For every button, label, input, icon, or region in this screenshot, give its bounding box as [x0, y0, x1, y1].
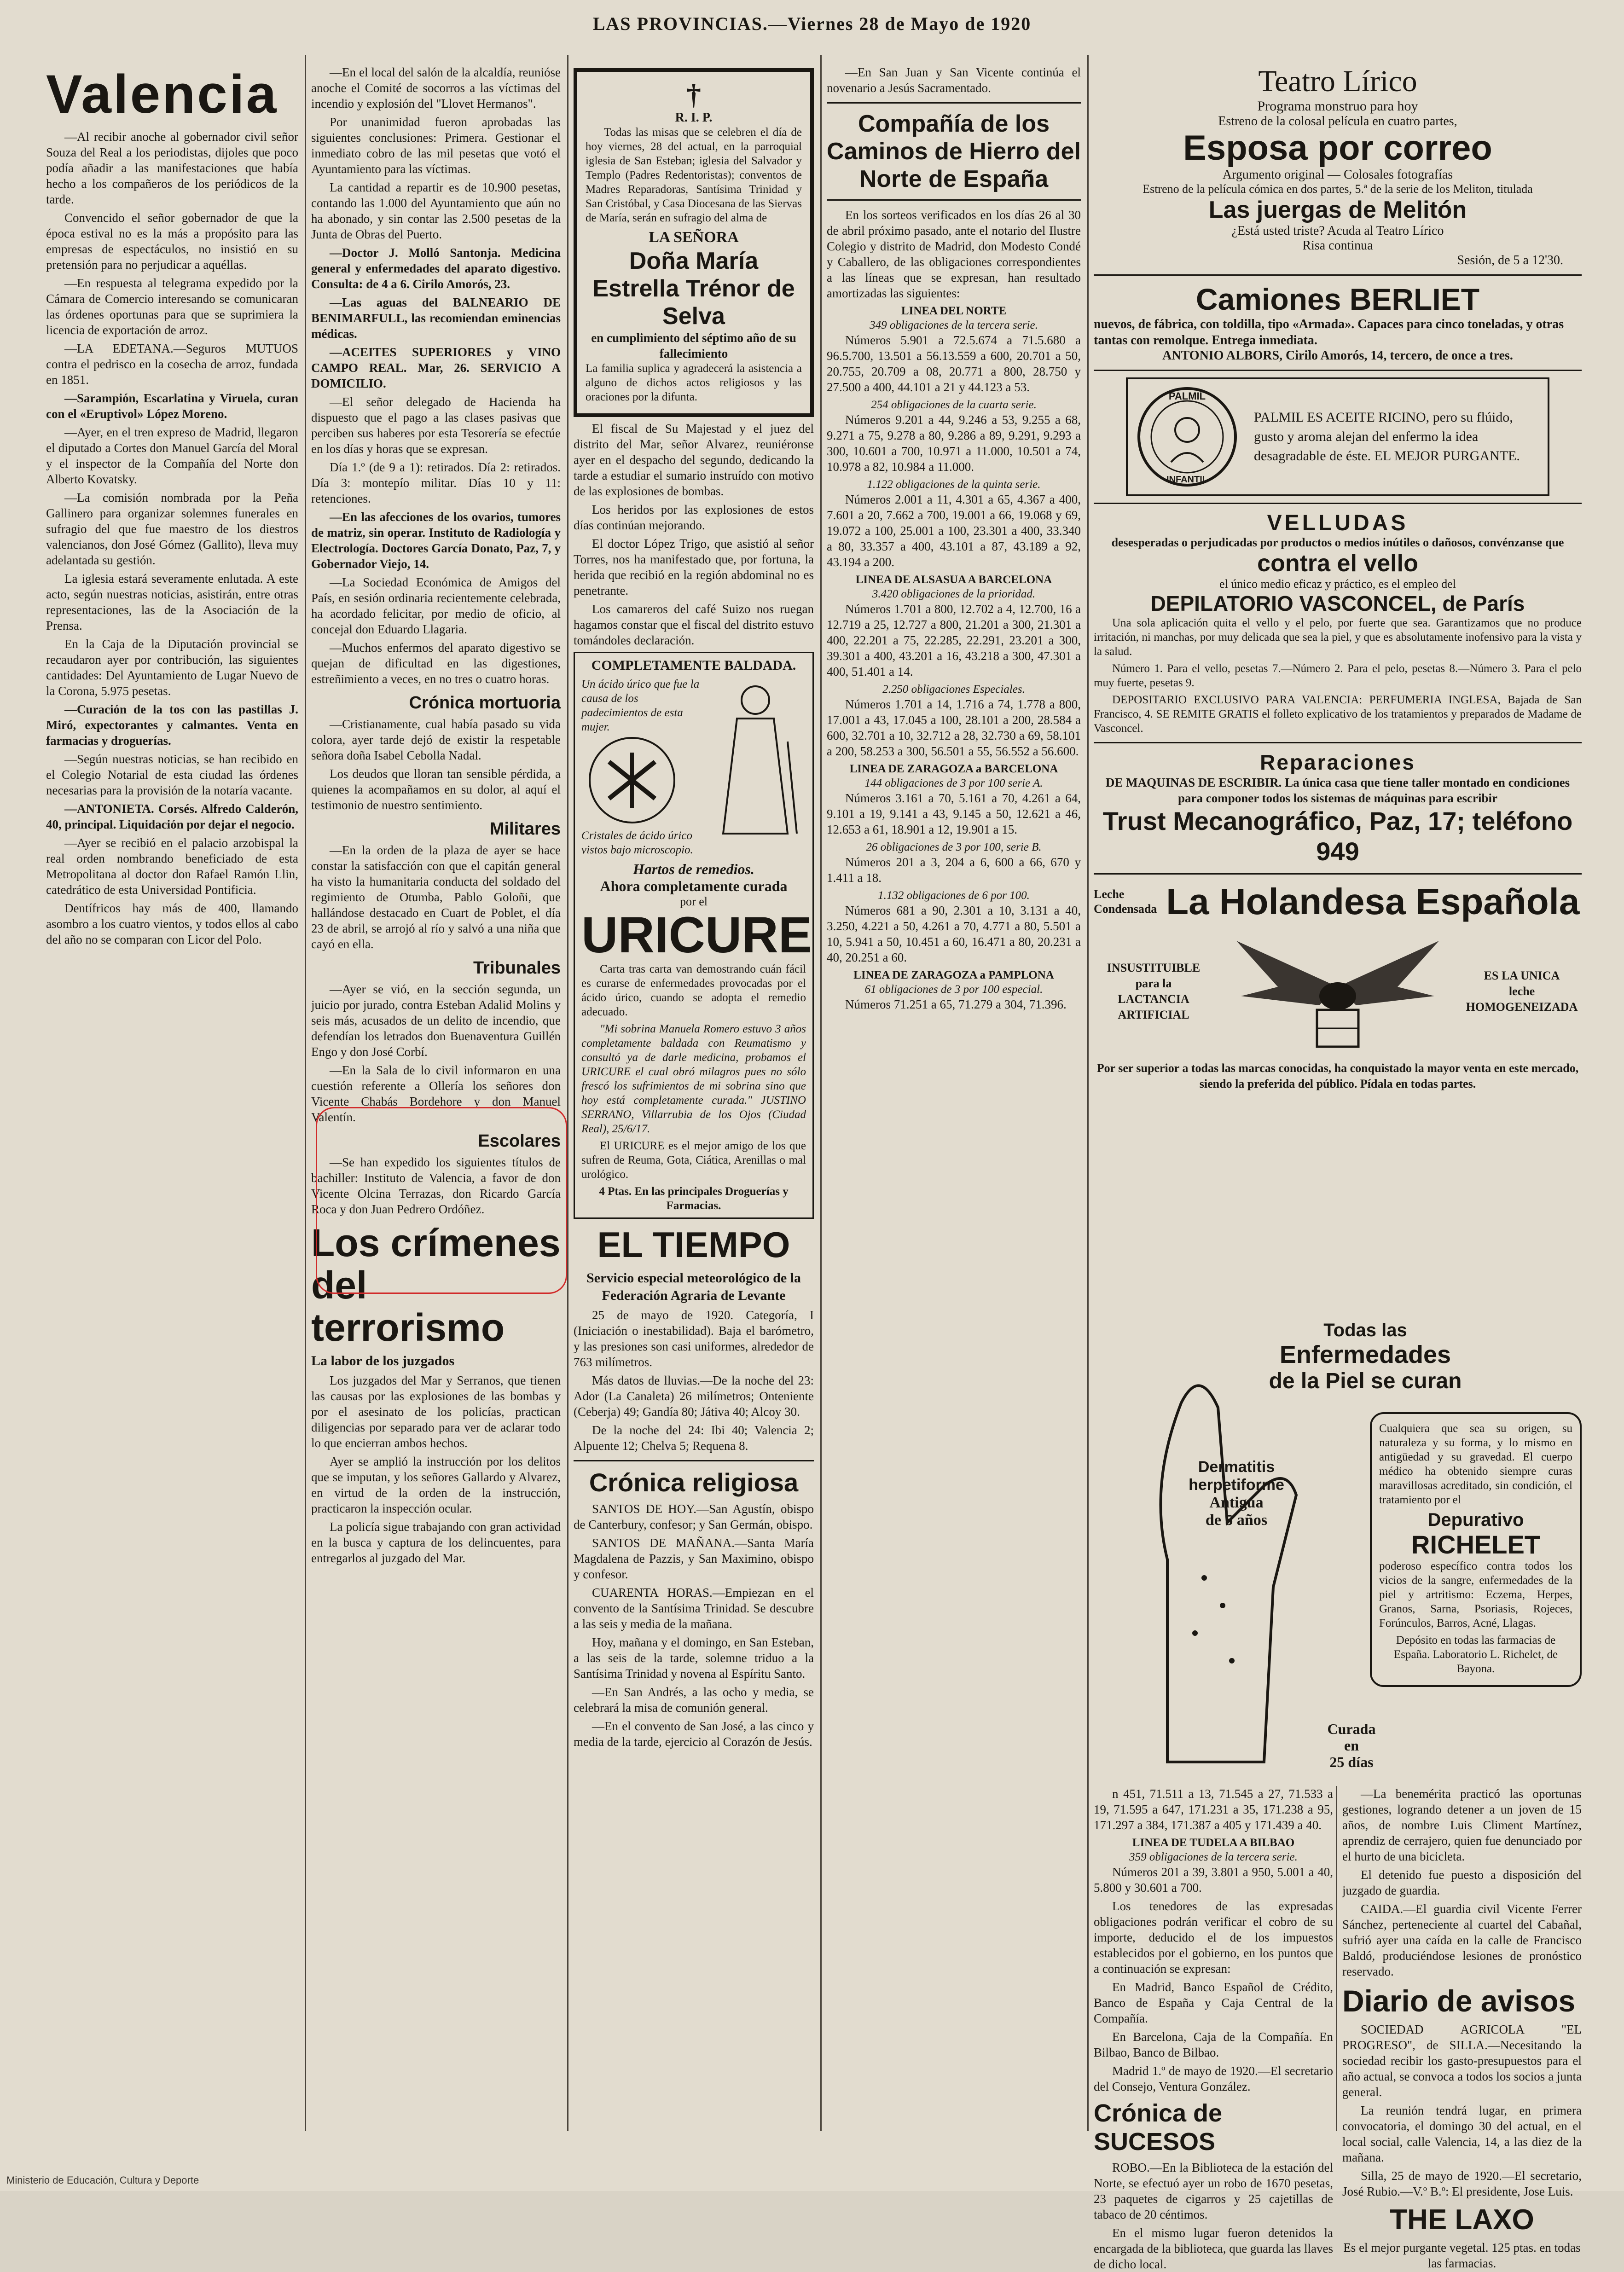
- velludas-title: VELLUDAS: [1267, 511, 1409, 535]
- article-paragraph: La iglesia estará severamente enlutada. A este acto, según nuestras noticias, asistirán, entre otras representaciones, las de la Asociación de la Prensa.: [46, 572, 298, 632]
- richelet-text: Cualquiera que sea su origen, su naturaleza y su forma, y lo mismo en antigüedad y su gravedad. El cuerpo médico ha obtenido siempre curas maravillosas acreditado, sin condición, el tratamiento por el: [1379, 1422, 1572, 1506]
- obituary-title: LA SEÑORA: [649, 229, 739, 246]
- obituary-text: Todas las misas que se celebren el día de hoy viernes, 28 del actual, en la parroquial iglesia de San Esteban; iglesia del Salvador y Templo (Padres Redentoristas); conventos de Madres Reparadoras, Santísima Trinidad y San Cristóbal, y Casa Diocesana de las Siervas de María, serán en sufragio del alma de: [586, 126, 802, 224]
- masthead-line: LAS PROVINCIAS.—Viernes 28 de Mayo de 1920: [592, 13, 1032, 34]
- richelet-top: Enfermedades: [1279, 1341, 1451, 1368]
- article-paragraph: En Barcelona, Caja de la Compañía. En Bilbao, Banco de Bilbao.: [1094, 2030, 1333, 2059]
- theatre-line: ¿Está usted triste? Acuda al Teatro Lírico: [1231, 224, 1444, 238]
- headline-the-laxo: THE LAXO: [1390, 2204, 1534, 2236]
- berliet-text: nuevos, de fábrica, con toldilla, tipo «Armada». Capaces para cinco toneladas, y otras tantas con remolque. Entrega inmediata.: [1094, 317, 1564, 348]
- palmil-badge-icon: [1134, 384, 1240, 490]
- bond-numbers: Números 2.001 a 11, 4.301 a 65, 4.367 a 400, 7.601 a 20, 7.662 a 700, 19.001 a 66, 19.068 y 69, 19.072 a 100, 25.001 a 100, 23.301 a 400, 33.340 a 80, 33.357 a 400, 43.101 a 87, 43.189 a 92, 43.194 a 200.: [827, 493, 1081, 569]
- notice-heading: —Curación de la tos con las pastillas J. Miró, expectorantes y calmantes. Venta en farmacias y droguerías.: [46, 702, 298, 748]
- article-paragraph: El fiscal de Su Majestad y el juez del distrito del Mar, señor Alvarez, reuniéronse ayer en el despacho del segundo, dedicando la tarde a estudiar el sumario instruído con motivo de las explosiones de bombas.: [574, 422, 814, 498]
- article-paragraph: Es el mejor purgante vegetal. 125 ptas. en todas las farmacias.: [1343, 2241, 1581, 2270]
- palmil-text: PALMIL ES ACEITE RICINO, pero su flúido, gusto y aroma alejan del enfermo la idea desagradable de éste. EL MEJOR PURGANTE.: [1254, 410, 1520, 464]
- ad-text: Carta tras carta van demostrando cuán fácil es curarse de enfermedades provocadas por el ácido úrico, cuando se adopta el remedio adecuado.: [581, 963, 806, 1018]
- obituary-name: Doña María Estrella Trénor de Selva: [592, 248, 795, 330]
- divider: [1094, 742, 1582, 743]
- subheading-meteorologico: Servicio especial meteorológico de la Federación Agraria de Levante: [586, 1270, 801, 1303]
- notice-heading: —ACEITES SUPERIORES y VINO CAMPO REAL. Mar, 26. SERVICIO A DOMICILIO.: [311, 345, 561, 390]
- divider: [1094, 370, 1582, 371]
- section-heading-militares: Militares: [489, 819, 561, 839]
- badge-label: PALMIL: [1168, 390, 1206, 402]
- article-paragraph: —En la orden de la plaza de ayer se hace constar la satisfacción con que el capitán general ha visto la humanitaria conducta del soldado del regimiento de Otumba, Pablo Goloñi, que hallándose destacado en Cuart de Poblet, el día 23 de abril, se arrojó al río y salvó a una niña que cayó en ella.: [311, 843, 561, 951]
- railway-series-heading: 1.122 obligaciones de la quinta serie.: [867, 478, 1041, 491]
- article-paragraph: La policía sigue trabajando con gran actividad en la busca y captura de los delincuentes, para entregarlos al juzgado del Mar.: [311, 1520, 561, 1565]
- holandesa-ad: [1094, 881, 1582, 1092]
- article-paragraph: —El señor delegado de Hacienda ha dispuesto que el pago a las clases pasivas que perciben sus haberes por esta Tesorería se efectúe en los días y horas que se expresan.: [311, 395, 561, 456]
- ad-illustration-row: [581, 677, 806, 857]
- section-heading-escolares: Escolares: [478, 1131, 561, 1151]
- article-paragraph: Hoy, mañana y el domingo, en San Esteban, a las seis de la tarde, solemne triduo a la Santísima Trinidad y novena al Espíritu Santo.: [574, 1635, 814, 1681]
- ad-caption: Un ácido úrico que fue la causa de los padecimientos de esta mujer.: [581, 678, 700, 733]
- obituary-rip: R. I. P.: [675, 110, 713, 125]
- hand-illustration-icon: [1112, 1348, 1315, 1771]
- divider: [1094, 274, 1582, 276]
- article-paragraph: En Madrid, Banco Español de Crédito, Banco de España y Caja Central de la Compañía.: [1094, 1980, 1333, 2025]
- article-paragraph: —En San Andrés, a las ocho y media, se celebrará la misa de comunión general.: [574, 1685, 814, 1715]
- divider: [574, 1460, 814, 1461]
- railway-line-heading: LINEA DE ALSASUA A BARCELONA: [855, 574, 1052, 586]
- railway-series-heading: 349 obligaciones de la tercera serie.: [870, 319, 1038, 331]
- section-title-valencia: Valencia: [46, 64, 278, 125]
- bond-numbers: Números 201 a 3, 204 a 6, 600 a 66, 670 y 1.411 a 18.: [827, 855, 1081, 885]
- railway-series-heading: 3.420 obligaciones de la prioridad.: [872, 588, 1036, 600]
- velludas-line: el único medio eficaz y práctico, es el empleo del: [1219, 577, 1456, 591]
- bond-numbers: Números 5.901 a 72.5.674 a 71.5.680 a 96.5.700, 13.501 a 56.13.559 a 600, 20.701 a 50, 20.755, 20.709 a 08, 20.771 a 800, 28.750 y 27.500 a 400, 44.101 a 21 y 44.123 a 53.: [827, 333, 1081, 394]
- article-paragraph: En el mismo lugar fueron detenidos la encargada de la biblioteca, que guarda las llaves de dicho local.: [1094, 2226, 1333, 2271]
- article-paragraph: SANTOS DE MAÑANA.—Santa María Magdalena de Pazzis, y San Maximino, obispo y confesor.: [574, 1536, 814, 1581]
- holandesa-header: [1094, 881, 1582, 922]
- bond-numbers: Números 1.701 a 14, 1.716 a 74, 1.778 a 800, 17.001 a 43, 17.045 a 100, 28.101 a 200, 28.584 a 600, 32.701 a 10, 32.712 a 28, 32.730 a 69, 58.101 a 200, 58.253 a 300, 56.501 a 55, 56.552 a 56.600.: [827, 697, 1081, 758]
- richelet-label-line: herpetiforme: [1189, 1476, 1284, 1494]
- article-paragraph: El doctor López Trigo, que asistió al señor Torres, nos ha manifestado que, por fortuna, la herida que recibió en la región abdominal no es penetrante.: [574, 537, 814, 597]
- article-paragraph: —En el convento de San José, a las cinco y media de la tarde, ejercicio al Corazón de Jesús.: [574, 1719, 814, 1749]
- holandesa-title: La Holandesa Española: [1166, 881, 1580, 922]
- article-paragraph: —LA EDETANA.—Seguros MUTUOS contra el pedrisco en la cosecha de arroz, fundada en 1851.: [46, 342, 298, 387]
- obituary-box: [574, 68, 814, 417]
- ad-tagline: Hartos de remedios.: [633, 861, 754, 877]
- theatre-line: Estreno de la colosal película en cuatro partes,: [1218, 114, 1457, 128]
- article-paragraph: Los juzgados del Mar y Serranos, que tienen las causas por las explosiones de las bombas y por el asesinato de los policías, practican diligencias por separado para ver de aclarar todo lo que encierran ambos hechos.: [311, 1374, 561, 1450]
- article-paragraph: —La benemérita practicó las oportunas gestiones, logrando detener a un joven de 15 años, de nombre Luis Climent Martínez, aprendiz de cerrajero, quien fue denunciado por el hurto de una bicicleta.: [1342, 1787, 1582, 1863]
- richelet-label-line: de 5 años: [1205, 1512, 1268, 1529]
- velludas-text: Una sola aplicación quita el vello y el pelo, por fuerte que sea. Garantizamos que no produce irritación, ni manchas, por muy delicada que sea la piel, y que es absolutamente inofensivo para la vista y la salud.: [1094, 617, 1582, 658]
- richelet-label: [1177, 1458, 1296, 1529]
- bond-numbers: Números 201 a 39, 3.801 a 950, 5.001 a 40, 5.800 y 30.601 a 700.: [1094, 1865, 1333, 1895]
- notice-heading: —En las afecciones de los ovarios, tumores de matriz, sin operar. Instituto de Radiología y Electrología. Doctores García Donato, Paz, 7, y Gobernador Viejo, 14.: [311, 510, 561, 571]
- theatre-title: Teatro Lírico: [1258, 64, 1417, 98]
- article-paragraph: En los sorteos verificados en los días 26 al 30 de abril próximo pasado, ante el notario del Ilustre Colegio y distrito de Madrid, don Modesto Condé y Caballero, de las obligaciones correspondientes a las líneas que se expresan, han resultado amortizadas las siguientes:: [827, 208, 1081, 300]
- notice-heading: —ANTONIETA. Corsés. Alfredo Calderón, 40, principal. Liquidación por dejar el negocio.: [46, 802, 298, 831]
- article-paragraph: De la noche del 24: Ibi 40; Valencia 2; Alpuente 12; Chelva 5; Requena 8.: [574, 1423, 814, 1453]
- notice-heading: —Las aguas del BALNEARIO DE BENIMARFULL, las recomiendan eminencias médicas.: [311, 296, 561, 341]
- ad-caption: Cristales de ácido úrico vistos bajo microscopio.: [581, 829, 693, 856]
- column-3: [574, 64, 814, 2122]
- film-title-juergas: Las juergas de Melitón: [1208, 197, 1467, 223]
- eagle-illustration-icon: [1227, 922, 1448, 1061]
- article-paragraph: Dentífricos hay más de 400, llamando asombro a los cuatro vientos, y todos ellos al cabo del año no se comparan con Licor del Polo.: [46, 901, 298, 946]
- reparaciones-ad: [1094, 750, 1582, 867]
- velludas-ad: [1094, 510, 1582, 736]
- holandesa-right: [1462, 968, 1582, 1015]
- richelet-label-line: Dermatitis: [1198, 1458, 1275, 1476]
- ad-text: El URICURE es el mejor amigo de los que sufren de Reuma, Gota, Ciática, Arenillas o mal urológico.: [581, 1140, 806, 1181]
- palmil-ad: [1126, 377, 1549, 496]
- theatre-line: Programa monstruo para hoy: [1257, 99, 1418, 114]
- column-4: [827, 64, 1081, 2122]
- ad-tagline: por el: [680, 895, 708, 908]
- holandesa-left-line: para la: [1135, 977, 1172, 990]
- divider: [1094, 503, 1582, 504]
- headline-caminos-hierro: Compañía de los Caminos de Hierro del Norte de España: [827, 110, 1081, 192]
- railway-line-heading: LINEA DEL NORTE: [901, 305, 1007, 317]
- bond-numbers: Números 71.251 a 65, 71.279 a 304, 71.396.: [845, 997, 1067, 1011]
- article-paragraph: —La comisión nombrada por la Peña Gallinero para organizar solemnes funerales en sufragio del que fue maestro de los diestros valencianos, don José Gómez (Gallito), lleva muy adelantada su gestión.: [46, 491, 298, 567]
- article-paragraph: Los camareros del café Suizo nos ruegan hagamos constar que el fiscal del distrito estuvo tomándoles declaración.: [574, 602, 814, 647]
- article-paragraph: —En el local del salón de la alcaldía, reunióse anoche el Comité de socorros a las víctimas del incendio y explosión del "Llovet Hermanos".: [311, 65, 561, 110]
- column-rule: [567, 55, 568, 2131]
- velludas-title2: contra el vello: [1257, 550, 1418, 577]
- teatro-lirico-ad: [1094, 64, 1582, 268]
- richelet-cured-line: Curada: [1327, 1721, 1376, 1737]
- article-paragraph: 25 de mayo de 1920. Categoría, I (Iniciación o inestabilidad). Baja el barómetro, y las presiones son casi uniformes, alrededor de 763 milímetros.: [574, 1308, 814, 1369]
- article-paragraph: SANTOS DE HOY.—San Agustín, obispo de Canterbury, confesor; y San Germán, obispo.: [574, 1502, 814, 1531]
- article-paragraph: Madrid 1.º de mayo de 1920.—El secretario del Consejo, Ventura González.: [1094, 2064, 1333, 2093]
- article-paragraph: —Cristianamente, cual había pasado su vida colora, ayer tarde dejó de existir la respetable señora doña Isabel Cebolla Nadal.: [311, 717, 561, 762]
- article-paragraph: CUARENTA HORAS.—Empiezan en el convento de la Santísima Trinidad. Se descubre a las seis y media de la mañana.: [574, 1586, 814, 1631]
- bond-numbers: Números 1.701 a 800, 12.702 a 4, 12.700, 16 a 12.719 a 25, 12.727 a 800, 21.201 a 300, 21.301 a 400, 22.201 a 75, 22.285, 22.291, 23.201 a 300, 39.301 a 400, 43.201 a 16, 43.218 a 300, 47.301 a 400, 51.401 a 14.: [827, 602, 1081, 678]
- headline-crimenes-terrorismo: Los crímenes del terrorismo: [311, 1221, 561, 1349]
- holandesa-prefix: [1094, 887, 1157, 916]
- cross-icon: †: [686, 78, 701, 110]
- article-paragraph: —Ayer se vió, en la sección segunda, un juicio por jurado, contra Esteban Adalid Molins y seis más, acusados de un delito de incendio, que defendían los letrados don Buenaventura Guillén Engo y don José Corbí.: [311, 982, 561, 1059]
- holandesa-right-line: ES LA UNICA: [1484, 969, 1560, 982]
- article-paragraph: —Al recibir anoche al gobernador civil señor Souza del Real a los periodistas, dijoles que poco podía añadir a las manifestaciones que había hecho a los compañeros de los periódicos de la tarde.: [46, 130, 298, 206]
- depilatorio-brand: DEPILATORIO VASCONCEL, de París: [1150, 591, 1525, 615]
- crystal-illustration: [581, 734, 683, 826]
- woman-illustration: [705, 677, 806, 843]
- notice-heading: —Doctor J. Molló Santonja. Medicina general y enfermedades del aparato digestivo. Consulta: de 4 a 6. Cirilo Amorós, 23.: [311, 246, 561, 291]
- column-5-lower: [1342, 1786, 1582, 2270]
- railway-line-heading: LINEA DE ZARAGOZA a BARCELONA: [849, 763, 1058, 775]
- railway-series-heading: 254 obligaciones de la cuarta serie.: [871, 399, 1037, 411]
- theatre-line: Estreno de la película cómica en dos partes, 5.ª de la serie de los Meliton, titulada: [1143, 182, 1533, 196]
- richelet-label-line: Antigua: [1209, 1494, 1264, 1511]
- bond-numbers: Números 681 a 90, 2.301 a 10, 3.131 a 40, 3.250, 4.221 a 50, 4.261 a 70, 4.771 a 80, 5.501 a 10, 5.941 a 50, 10.451 a 60, 16.471 a 80, 20.231 a 40, 20.251 a 60.: [827, 904, 1081, 964]
- article-paragraph: Silla, 25 de mayo de 1920.—El secretario, José Rubio.—V.º B.º: El presidente, Jose Luis.: [1342, 2169, 1582, 2198]
- article-paragraph: En la Caja de la Diputación provincial se recaudaron ayer por contribución, las siguientes cantidades: Del Ayuntamiento de Lugar Nuevo de la Corona, 5.975 pesetas.: [46, 637, 298, 698]
- headline-diario-avisos: Diario de avisos: [1342, 1984, 1576, 2018]
- article-paragraph: —Se han expedido los siguientes títulos de bachiller: Instituto de Valencia, a favor de don Vicente Olcina Terrazas, don Ricardo García Roca y don Juan Pedrero Ordóñez.: [311, 1155, 561, 1216]
- holandesa-prefix-line: Leche: [1094, 887, 1125, 901]
- badge-label: INFANTIL: [1166, 475, 1208, 485]
- headline-cronica-sucesos: Crónica de SUCESOS: [1094, 2099, 1223, 2156]
- uricure-brand: URICURE: [581, 907, 812, 963]
- article-paragraph: Por unanimidad fueron aprobadas las siguientes conclusiones: Primera. Gestionar el inmediato cobro de las mil pesetas que votó el Ayuntamiento para las víctimas.: [311, 115, 561, 176]
- richelet-cured: [1315, 1721, 1388, 1770]
- theatre-session-time: Sesión, de 5 a 12'30.: [1457, 253, 1563, 267]
- bond-numbers: Números 3.161 a 70, 5.161 a 70, 4.261 a 64, 9.101 a 19, 9.141 a 43, 9.145 a 50, 12.621 a 46, 12.653 a 61, 18.901 a 12, 19.901 a 15.: [827, 791, 1081, 836]
- red-highlight-mark: [316, 1107, 567, 1294]
- divider: [1094, 873, 1582, 875]
- article-paragraph: —Ayer, en el tren expreso de Madrid, llegaron el diputado a Cortes don Manuel García del Moral y el inspector de la Compañía del Norte don Alberto Kovatsky.: [46, 425, 298, 486]
- berliet-title: Camiones BERLIET: [1195, 282, 1480, 316]
- reparaciones-title: Reparaciones: [1260, 750, 1415, 774]
- article-paragraph: Los heridos por las explosiones de estos días continúan mejorando.: [574, 503, 814, 532]
- holandesa-body: [1094, 922, 1582, 1061]
- richelet-body: poderoso específico contra todos los vicios de la sangre, enfermedades de la piel y artritismo: Eczema, Herpes, Granos, Sarna, Psoriasis, Rojeces, Forúnculos, Barros, Acné, Llagas.: [1379, 1560, 1572, 1629]
- section-heading-tribunales: Tribunales: [473, 958, 561, 978]
- railway-series-heading: 2.250 obligaciones Especiales.: [882, 683, 1025, 696]
- railway-line-heading: LINEA DE ZARAGOZA a PAMPLONA: [853, 969, 1054, 981]
- berliet-contact: ANTONIO ALBORS, Cirilo Amorós, 14, tercero, de once a tres.: [1162, 348, 1513, 363]
- ad-quote: "Mi sobrina Manuela Romero estuvo 3 años completamente baldada con Reumatismo y consultó ya de darle medicina, probamos el URICURE el cual obró milagros pues no sólo frescó los sufrimientos de mi sobrina sino que hoy está completamente curada." JUSTINO SERRANO, Villarrubia de los Ojos (Ciudad Real), 25/6/17.: [581, 1023, 806, 1135]
- richelet-address: Depósito en todas las farmacias de España. Laboratorio L. Richelet, de Bayona.: [1393, 1634, 1558, 1675]
- ad-crystals: [581, 677, 700, 857]
- article-paragraph: Más datos de lluvias.—De la noche del 23: Ador (La Canaleta) 26 milímetros; Onteniente (Ceberja) 49; Gandía 80; Játiva 40; Alcoy 30.: [574, 1374, 814, 1419]
- article-paragraph: Los deudos que lloran tan sensible pérdida, a quienes la acompañamos en su dolor, al aquí el testimonio de nuestro sentimiento.: [311, 767, 561, 812]
- article-paragraph: CAIDA.—El guardia civil Vicente Ferrer Sánchez, perteneciente al cuartel del Cabañal, sufrió ayer una caída en la calle de Francisco Baldó, produciéndose lesiones de pronóstico reservado.: [1342, 1902, 1582, 1978]
- divider: [827, 102, 1081, 104]
- theatre-line: Argumento original — Colosales fotografías: [1222, 168, 1453, 182]
- column-5-ads: [1094, 64, 1582, 1307]
- article-paragraph: —Muchos enfermos del aparato digestivo se quejan de dificultad en las digestiones, estreñimiento a veces, en no tres o cuatro horas.: [311, 641, 561, 686]
- richelet-ad: [1094, 1320, 1572, 1780]
- ad-price: 4 Ptas. En las principales Droguerías y Farmacias.: [599, 1185, 789, 1212]
- article-paragraph: ROBO.—En la Biblioteca de la estación del Norte, se efectuó ayer un robo de 1670 pesetas, 23 paquetes de cigarros y 25 cajetillas de tabaco de 20 céntimos.: [1094, 2161, 1333, 2221]
- ad-tagline: Ahora completamente curada: [600, 878, 788, 894]
- holandesa-left-line: LACTANCIA ARTIFICIAL: [1118, 992, 1189, 1021]
- railway-series-heading: 144 obligaciones de 3 por 100 serie A.: [864, 777, 1043, 789]
- bond-numbers: Números 9.201 a 44, 9.246 a 53, 9.255 a 68, 9.271 a 75, 9.278 a 80, 9.286 a 89, 9.291, 9.293 a 300, 10.601 a 700, 10.971 a 11.000, 10.501 a 74, 10.978 a 82, 10.984 a 11.000.: [827, 413, 1081, 474]
- velludas-line: desesperadas o perjudicadas por productos o medios inútiles o dañosos, convénzanse que: [1111, 536, 1564, 549]
- obituary-subtitle: en cumplimiento del séptimo año de su fallecimiento: [591, 331, 796, 360]
- railway-series-heading: 1.132 obligaciones de 6 por 100.: [878, 889, 1030, 902]
- column-rule: [1336, 1786, 1337, 2131]
- theatre-line: Risa continua: [1302, 238, 1373, 253]
- article-paragraph: El detenido fue puesto a disposición del juzgado de guardia.: [1342, 1868, 1582, 1897]
- article-paragraph: La cantidad a repartir es de 10.900 pesetas, contando las 1.000 del Ayuntamiento que aún no ha abonado, y sin contar las 2.500 pesetas de la Junta de Obras del Puerto.: [311, 180, 561, 241]
- richelet-top: de la Piel se curan: [1269, 1369, 1462, 1393]
- holandesa-footer: Por ser superior a todas las marcas conocidas, ha conquistado la mayor venta en este mercado, siendo la preferida del público. Pídala en todas partes.: [1096, 1061, 1579, 1090]
- railway-series-heading: 61 obligaciones de 3 por 100 especial.: [864, 983, 1043, 996]
- column-rule: [820, 55, 822, 2131]
- holandesa-left: [1094, 960, 1213, 1023]
- richelet-cured-line: 25 días: [1329, 1754, 1374, 1770]
- railway-line-heading: LINEA DE TUDELA A BILBAO: [1132, 1837, 1295, 1849]
- article-paragraph: —Ayer se recibió en el palacio arzobispal la real orden nombrando beneficiado de esta Metropolitana al doctor don Rafael Ramón Llin, catedrático de esta Universidad Pontificia.: [46, 836, 298, 897]
- reparaciones-text: DE MAQUINAS DE ESCRIBIR. La única casa que tiene taller montado en condiciones para componer todos los sistemas de máquinas para escribir: [1105, 776, 1570, 805]
- ad-label: COMPLETAMENTE BALDADA.: [591, 658, 796, 673]
- notice-heading: —Sarampión, Escarlatina y Viruela, curan con el «Eruptivol» López Moreno.: [46, 391, 298, 421]
- article-paragraph: —La Sociedad Económica de Amigos del País, en sesión ordinaria recientemente celebrada, ha acordado felicitar, por medio de oficio, al concejal don Eduardo Llagaria.: [311, 575, 561, 636]
- subheading-labor-juzgados: La labor de los juzgados: [311, 1353, 455, 1368]
- railway-series-heading: 26 obligaciones de 3 por 100, serie B.: [866, 841, 1042, 853]
- headline-el-tiempo: EL TIEMPO: [597, 1224, 790, 1265]
- article-paragraph: La reunión tendrá lugar, en primera convocatoria, el domingo 30 del actual, en el local social, calle Valencia, 14, a las diez de la mañana.: [1342, 2104, 1582, 2164]
- article-paragraph: —En San Juan y San Vicente continúa el novenario a Jesús Sacramentado.: [827, 65, 1081, 95]
- article-paragraph: Día 1.º (de 9 a 1): retirados. Día 2: retirados. Día 3: montepío militar. Días 10 y 11: retenciones.: [311, 460, 561, 505]
- article-paragraph: Convencido el señor gobernador de que la época estival no es la más a propósito para las empresas de espectáculos, no insistió en su pretensión para no perjudicar a aquéllas.: [46, 211, 298, 272]
- article-paragraph: Ayer se amplió la instrucción por los delitos que se imputan, y los señores Gallardo y Alvarez, en virtud de la orden de la instrucción, practicaron la inspección ocular.: [311, 1455, 561, 1515]
- article-paragraph: Los tenedores de las expresadas obligaciones podrán verificar el cobro de su importe, deducido el de los impuestos establecidos por el gobierno, en los puntos que a continuación se expresan:: [1094, 1899, 1333, 1976]
- column-4b: [1094, 1786, 1333, 2271]
- richelet-textbox: [1370, 1412, 1582, 1687]
- velludas-contact: DEPOSITARIO EXCLUSIVO PARA VALENCIA: PERFUMERIA INGLESA, Bajada de San Francisco, 4. SE REMITE GRATIS el folleto explicativo de los tratamientos y preparados de Madame de Vasconcel.: [1094, 694, 1582, 735]
- bond-numbers: n 451, 71.511 a 13, 71.545 a 27, 71.533 a 19, 71.595 a 647, 171.231 a 35, 171.238 a 95, 171.297 a 384, 171.387 a 405 y 171.439 a 40.: [1094, 1787, 1333, 1832]
- film-title-esposa: Esposa por correo: [1183, 128, 1492, 168]
- article-paragraph: —En respuesta al telegrama expedido por la Cámara de Comercio interesando se comunicaran las órdenes oportunas para que se suprimiera la licencia de exportación de arroz.: [46, 276, 298, 337]
- section-heading-cronica-mortuoria: Crónica mortuoria: [409, 693, 561, 713]
- richelet-top: Todas las: [1323, 1320, 1407, 1340]
- holandesa-right-line: HOMOGENEIZADA: [1466, 1000, 1578, 1014]
- velludas-prices: Número 1. Para el vello, pesetas 7.—Número 2. Para el pelo, pesetas 8.—Número 3. Para el pelo muy fuerte, pesetas 9.: [1094, 662, 1582, 689]
- archive-credit: Ministerio de Educación, Cultura y Deporte: [6, 2174, 199, 2186]
- uricure-ad: [574, 652, 814, 1219]
- richelet-brand: Depurativo: [1427, 1510, 1524, 1530]
- headline-cronica-religiosa: Crónica religiosa: [589, 1468, 799, 1497]
- column-rule: [1087, 55, 1089, 2131]
- holandesa-left-line: INSUSTITUIBLE: [1107, 961, 1201, 974]
- berliet-ad: [1094, 282, 1582, 363]
- column-rule: [305, 55, 306, 2131]
- column-1: [46, 64, 298, 2122]
- column-2: [311, 64, 561, 2122]
- article-paragraph: SOCIEDAD AGRICOLA "EL PROGRESO", de SILLA.—Necesitando la sociedad recibir los gasto-presupuestos para el año actual, se convoca a todos los socios a junta general.: [1342, 2023, 1582, 2099]
- article-paragraph: —En la Sala de lo civil informaron en una cuestión referente a Ollería los señores don Vicente Chabás Bordehore y don Manuel Valentín.: [311, 1063, 561, 1124]
- divider: [827, 199, 1081, 201]
- holandesa-right-line: leche: [1508, 985, 1535, 998]
- railway-series-heading: 359 obligaciones de la tercera serie.: [1129, 1851, 1298, 1863]
- holandesa-prefix-line: Condensada: [1094, 902, 1157, 916]
- article-paragraph: —Según nuestras noticias, se han recibido en el Colegio Notarial de esta ciudad las órdenes necesarias para la provisión de la notaría vacante.: [46, 752, 298, 797]
- richelet-brand: RICHELET: [1411, 1530, 1540, 1559]
- obituary-footer: La familia suplica y agradecerá la asistencia a alguno de dichos actos religiosos y las oraciones por la difunta.: [586, 362, 802, 403]
- trust-mecanografico-brand: Trust Mecanográfico, Paz, 17; teléfono 949: [1102, 806, 1573, 866]
- richelet-cured-line: en: [1344, 1737, 1359, 1754]
